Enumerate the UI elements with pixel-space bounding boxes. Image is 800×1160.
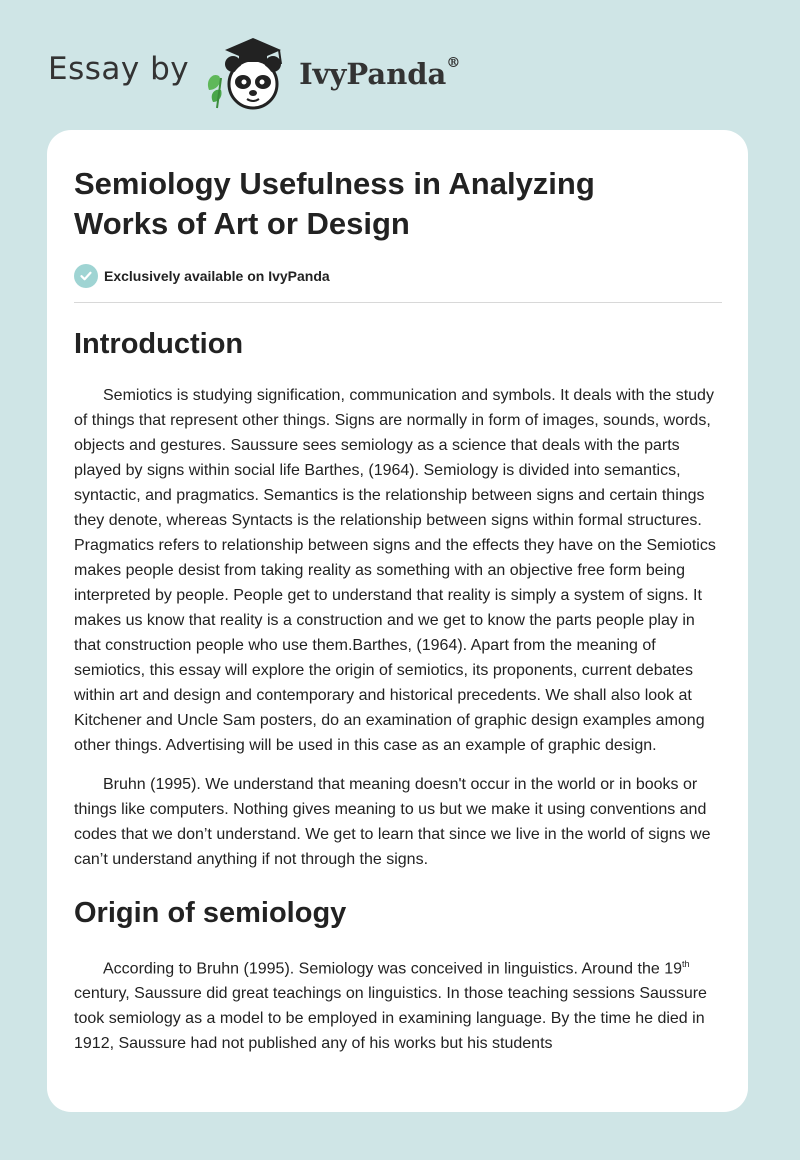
check-icon (74, 264, 98, 288)
brand-prefix: Essay by (48, 51, 190, 87)
badge-label: Exclusively available on IvyPanda (104, 268, 330, 284)
registered-mark: ® (446, 55, 461, 71)
brand-header (48, 32, 460, 112)
brand-name: IvyPanda® (299, 55, 461, 91)
paragraph: Bruhn (1995). We understand that meaning doesn't occur in the world or in books or things like computers. Nothing gives meaning to us but we make it using conventions and codes that we don’t understand. We get to learn that since we live in the world of signs we can’t understand anything if not through the signs. (74, 776, 711, 868)
paragraph: According to Bruhn (1995). Semiology was conceived in linguistics. Around the 19th century, Saussure did great teachings on linguistics. In those teaching sessions Saussure took semiology as a model to be employed in examining language. By the time he died in 1912, Saussure had not published any of his works but his students (74, 959, 707, 1053)
page-title: Semiology Usefulness in Analyzing Works of Art or Design (74, 166, 595, 241)
superscript: th (682, 959, 690, 969)
section-heading: Origin of semiology (74, 897, 347, 929)
panda-graduate-icon (203, 32, 295, 112)
exclusive-badge (74, 264, 722, 288)
section-heading: Introduction (74, 328, 244, 360)
paragraph: Semiotics is studying signification, communication and symbols. It deals with the study of things that represent other things. Signs are normally in form of images, sounds, words, objects and gestures. Saussure sees semiology as a science that deals with the parts played by signs within social life Barthes, (1964). Semiology is divided into semantics, syntactic, and pragmatics. Semantics is the relationship between signs and certain things they denote, whereas Syntacts is the relationship between signs within formal structures. Pragmatics refers to relationship between signs and the effects they have on the Semiotics makes people desist from taking reality as something with an objective free form being interpreted by people. People get to understand that reality is simply a system of signs. It makes us know that reality is a construction and we get to know the parts people play in that construction people who use them.Barthes, (1964). Apart from the meaning of semiotics, this essay will explore the origin of semiotics, its proponents, current debates within art and design and contemporary and historical precedents. We shall also look at Kitchener and Uncle Sam posters, do an examination of graphic design examples among other things. Advertising will be used in this case as an example of graphic design. (74, 387, 716, 754)
divider (74, 302, 722, 303)
article-card (47, 130, 748, 1112)
